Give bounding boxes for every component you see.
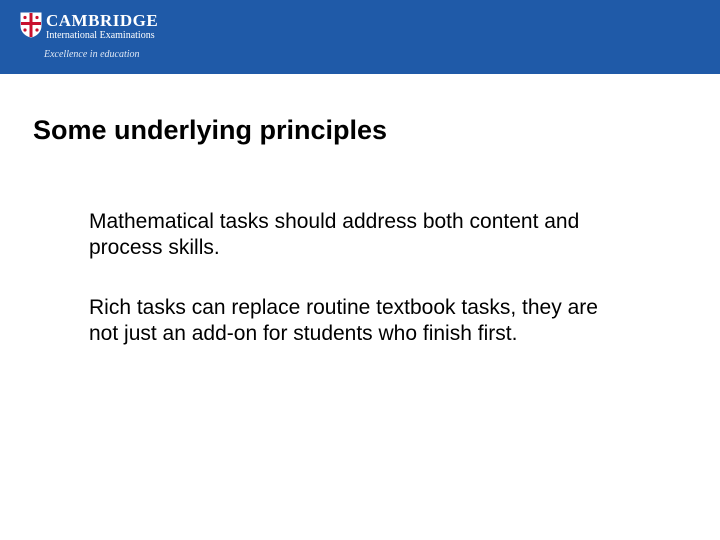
bullet-list (89, 209, 609, 381)
logo-subtitle: International Examinations (46, 30, 155, 41)
logo-tagline: Excellence in education (44, 49, 140, 60)
logo-wordmark: CAMBRIDGE (46, 11, 159, 30)
bullet-item: Mathematical tasks should address both content and process skills. (89, 210, 580, 259)
university-shield-icon (20, 12, 42, 38)
bullet-item: Rich tasks can replace routine textbook tasks, they are not just an add-on for students who finish first. (89, 296, 598, 345)
slide-title: Some underlying principles (33, 115, 388, 145)
cambridge-logo (20, 12, 170, 62)
header-bar (0, 0, 720, 74)
